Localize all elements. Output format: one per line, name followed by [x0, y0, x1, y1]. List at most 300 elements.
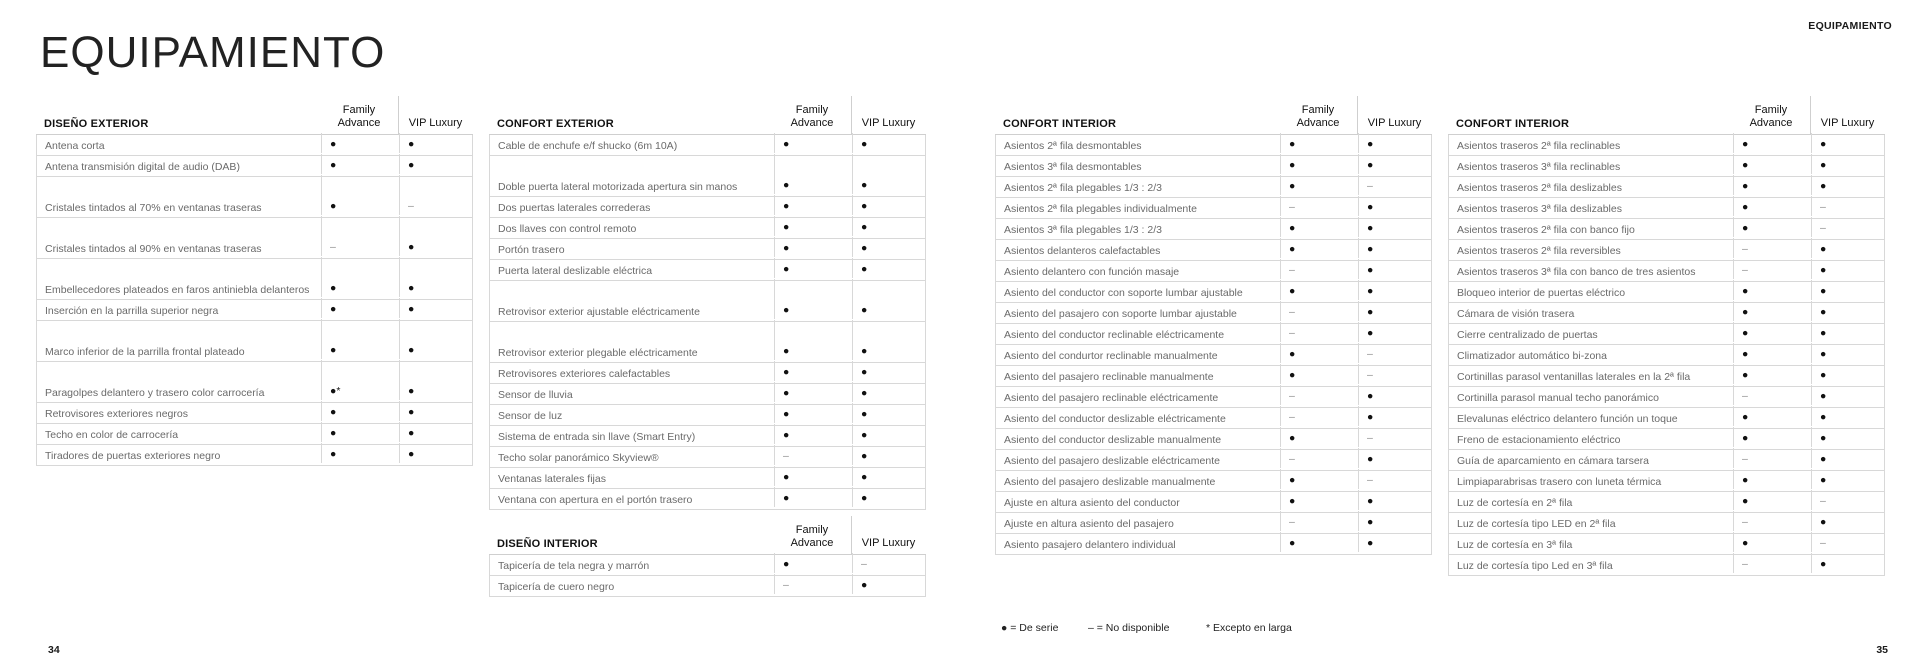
row-label: Asiento del conductor reclinable eléctricamente	[1004, 329, 1225, 341]
row-label: Retrovisores exteriores negros	[45, 408, 188, 420]
family-advance-cell	[321, 216, 400, 256]
table-row	[1449, 534, 1884, 555]
table-row	[37, 218, 472, 259]
vip-luxury-cell	[1811, 427, 1887, 447]
vip-luxury-cell	[1358, 175, 1434, 195]
family-advance-cell	[321, 360, 400, 400]
column-header-family-advance: Family Advance	[790, 524, 834, 549]
table-row	[1449, 555, 1884, 576]
availability-mark: ●	[1820, 474, 1827, 486]
row-label: Asiento del pasajero deslizable manualmente	[1004, 476, 1216, 488]
row-label: Luz de cortesía tipo LED en 2ª fila	[1457, 518, 1616, 530]
availability-mark: –	[408, 200, 414, 212]
availability-mark: ●	[1742, 369, 1749, 381]
table-row	[37, 177, 472, 218]
availability-mark: ●	[1820, 306, 1827, 318]
row-label: Asientos traseros 3ª fila con banco de tres asientos	[1457, 266, 1696, 278]
availability-mark: ●	[1367, 411, 1374, 423]
row-label: Sensor de lluvia	[498, 389, 573, 401]
availability-mark: ●	[1742, 495, 1749, 507]
column-header-family-advance: Family Advance	[1749, 104, 1793, 129]
table-row	[1449, 366, 1884, 387]
availability-mark: ●	[1820, 138, 1827, 150]
availability-mark: ●	[1742, 180, 1749, 192]
row-label: Asientos 3ª fila plegables 1/3 : 2/3	[1004, 224, 1162, 236]
table-row	[1449, 429, 1884, 450]
availability-mark: –	[1820, 201, 1826, 213]
availability-mark: ●	[408, 385, 415, 397]
family-advance-cell	[1280, 217, 1359, 237]
availability-mark: ●	[408, 427, 415, 439]
vip-luxury-cell	[1358, 301, 1434, 321]
table-row	[490, 384, 925, 405]
availability-mark: ●	[861, 429, 868, 441]
family-advance-cell	[1280, 196, 1359, 216]
availability-mark: ●	[330, 200, 337, 212]
availability-mark: ●	[1367, 222, 1374, 234]
row-label: Ajuste en altura asiento del conductor	[1004, 497, 1180, 509]
page-number-left: 34	[48, 644, 60, 656]
table-row	[996, 408, 1431, 429]
table-row	[1449, 261, 1884, 282]
family-advance-cell	[321, 319, 400, 359]
row-label: Asientos traseros 3ª fila reclinables	[1457, 161, 1621, 173]
availability-mark: ●	[1742, 474, 1749, 486]
table-row	[996, 471, 1431, 492]
vip-luxury-cell	[852, 487, 928, 507]
row-label: Dos llaves con control remoto	[498, 223, 637, 235]
family-advance-cell	[1733, 217, 1812, 237]
availability-mark: –	[1820, 537, 1826, 549]
availability-mark: –	[1289, 390, 1295, 402]
family-advance-cell	[1280, 427, 1359, 447]
row-label: Asientos 2ª fila plegables individualmente	[1004, 203, 1198, 215]
availability-mark: ●	[330, 448, 337, 460]
row-label: Limpiaparabrisas trasero con luneta térmica	[1457, 476, 1662, 488]
family-advance-cell	[1733, 427, 1812, 447]
table-row	[996, 240, 1431, 261]
table-confort-interior-right	[1448, 96, 1885, 576]
availability-mark: ●	[861, 200, 868, 212]
availability-mark: ●	[1289, 159, 1296, 171]
availability-mark: ●	[861, 263, 868, 275]
row-label: Tiradores de puertas exteriores negro	[45, 450, 221, 462]
family-advance-cell	[1733, 385, 1812, 405]
vip-luxury-cell	[1811, 133, 1887, 153]
page-number-right: 35	[1876, 644, 1888, 656]
vip-luxury-cell	[852, 133, 928, 153]
family-advance-cell	[1733, 511, 1812, 531]
availability-mark: –	[1742, 390, 1748, 402]
family-advance-cell	[1733, 175, 1812, 195]
running-head: EQUIPAMIENTO	[1808, 20, 1892, 32]
family-advance-cell	[774, 195, 853, 215]
row-label: Antena corta	[45, 140, 105, 152]
family-advance-cell	[774, 574, 853, 594]
column-header-vip-luxury: VIP Luxury	[861, 117, 916, 129]
availability-mark: ●	[783, 366, 790, 378]
table-body	[1448, 135, 1885, 576]
availability-mark: ●	[861, 471, 868, 483]
availability-mark: ●	[408, 303, 415, 315]
table-row	[490, 576, 925, 597]
vip-luxury-cell	[1811, 448, 1887, 468]
vip-luxury-cell	[1358, 238, 1434, 258]
family-advance-cell	[1280, 532, 1359, 552]
row-label: Cámara de visión trasera	[1457, 308, 1575, 320]
availability-mark: –	[1289, 327, 1295, 339]
availability-mark: ●	[1367, 306, 1374, 318]
family-advance-cell	[1733, 280, 1812, 300]
vip-luxury-cell	[399, 298, 475, 318]
availability-mark: ●	[330, 159, 337, 171]
availability-mark: ●	[1742, 327, 1749, 339]
availability-mark: ●	[1367, 495, 1374, 507]
availability-mark: ●	[1820, 348, 1827, 360]
column-header-vip-luxury: VIP Luxury	[1820, 117, 1875, 129]
vip-luxury-cell	[1811, 364, 1887, 384]
row-label: Cortinillas parasol ventanillas laterales en la 2ª fila	[1457, 371, 1691, 383]
availability-mark: ●	[1820, 243, 1827, 255]
vip-luxury-cell	[399, 154, 475, 174]
table-row	[1449, 387, 1884, 408]
column-header-family-advance: Family Advance	[790, 104, 834, 129]
family-advance-cell	[1733, 532, 1812, 552]
row-label: Sistema de entrada sin llave (Smart Entry)	[498, 431, 696, 443]
table-row	[37, 300, 472, 321]
family-advance-cell	[1280, 364, 1359, 384]
availability-mark: ●	[408, 344, 415, 356]
family-advance-cell	[1733, 490, 1812, 510]
table-row	[490, 135, 925, 156]
availability-mark: ●	[330, 406, 337, 418]
row-label: Retrovisor exterior ajustable eléctricamente	[498, 306, 700, 318]
page-title: EQUIPAMIENTO	[40, 28, 386, 77]
vip-luxury-cell	[1811, 154, 1887, 174]
table-row	[1449, 198, 1884, 219]
column-header-vip-luxury: VIP Luxury	[408, 117, 463, 129]
availability-mark: ●	[330, 344, 337, 356]
vip-luxury-cell	[1811, 322, 1887, 342]
availability-mark: –	[1289, 453, 1295, 465]
table-row	[1449, 408, 1884, 429]
availability-mark: ●	[408, 448, 415, 460]
table-row	[1449, 177, 1884, 198]
vip-luxury-cell	[852, 237, 928, 257]
table-header	[489, 516, 926, 555]
availability-mark: ●	[408, 406, 415, 418]
availability-mark: –	[1742, 558, 1748, 570]
family-advance-cell	[1280, 175, 1359, 195]
row-label: Cierre centralizado de puertas	[1457, 329, 1598, 341]
availability-mark: ●	[1367, 453, 1374, 465]
family-advance-cell	[1280, 406, 1359, 426]
family-advance-cell	[774, 382, 853, 402]
family-advance-cell	[1733, 301, 1812, 321]
table-row	[1449, 324, 1884, 345]
row-label: Asientos 2ª fila plegables 1/3 : 2/3	[1004, 182, 1162, 194]
table-row	[996, 198, 1431, 219]
row-label: Ventana con apertura en el portón trasero	[498, 494, 693, 506]
table-body	[489, 555, 926, 597]
family-advance-cell	[321, 133, 400, 153]
row-label: Luz de cortesía en 2ª fila	[1457, 497, 1573, 509]
vip-luxury-cell	[1811, 490, 1887, 510]
availability-mark: ●	[783, 429, 790, 441]
family-advance-cell	[321, 154, 400, 174]
vip-luxury-cell	[1811, 532, 1887, 552]
table-row	[996, 219, 1431, 240]
availability-mark: ●	[861, 242, 868, 254]
availability-mark: ●	[408, 282, 415, 294]
family-advance-cell	[1280, 238, 1359, 258]
vip-luxury-cell	[1358, 427, 1434, 447]
row-label: Asiento del condurtor reclinable manualmente	[1004, 350, 1218, 362]
family-advance-cell	[321, 298, 400, 318]
table-row	[1449, 282, 1884, 303]
family-advance-cell	[1280, 133, 1359, 153]
availability-mark: ●	[1367, 159, 1374, 171]
table-row	[37, 321, 472, 362]
availability-mark: ●	[1742, 201, 1749, 213]
availability-mark: –	[861, 558, 867, 570]
availability-mark: ●	[783, 492, 790, 504]
column-header-vip-luxury: VIP Luxury	[861, 537, 916, 549]
family-advance-cell	[1280, 385, 1359, 405]
availability-mark: –	[1367, 348, 1373, 360]
table-title: DISEÑO INTERIOR	[497, 538, 598, 550]
table-header	[36, 96, 473, 135]
vip-luxury-cell	[1358, 154, 1434, 174]
row-label: Asiento del pasajero reclinable manualmente	[1004, 371, 1214, 383]
family-advance-cell	[1733, 406, 1812, 426]
table-row	[996, 324, 1431, 345]
availability-mark: –	[1820, 495, 1826, 507]
table-row	[996, 177, 1431, 198]
table-header	[995, 96, 1432, 135]
row-label: Retrovisor exterior plegable eléctricamente	[498, 347, 698, 359]
table-row	[996, 387, 1431, 408]
vip-luxury-cell	[399, 175, 475, 215]
table-row	[490, 218, 925, 239]
row-label: Asientos traseros 2ª fila con banco fijo	[1457, 224, 1635, 236]
table-row	[37, 424, 472, 445]
availability-mark: –	[330, 241, 336, 253]
vip-luxury-cell	[1358, 196, 1434, 216]
table-row	[490, 322, 925, 363]
row-label: Bloqueo interior de puertas eléctrico	[1457, 287, 1626, 299]
availability-mark: ●	[1289, 180, 1296, 192]
availability-mark: ●	[1367, 327, 1374, 339]
family-advance-cell	[1280, 511, 1359, 531]
table-row	[996, 303, 1431, 324]
family-advance-cell	[774, 258, 853, 278]
vip-luxury-cell	[852, 195, 928, 215]
row-label: Asiento del pasajero reclinable eléctricamente	[1004, 392, 1219, 404]
availability-mark: ●	[1289, 243, 1296, 255]
row-label: Asiento del conductor con soporte lumbar ajustable	[1004, 287, 1243, 299]
row-label: Paragolpes delantero y trasero color carrocería	[45, 387, 265, 399]
table-row	[996, 261, 1431, 282]
legend-standard: ● = De serie	[1001, 622, 1059, 634]
availability-mark: –	[1742, 264, 1748, 276]
table-row	[1449, 471, 1884, 492]
vip-luxury-cell	[1358, 469, 1434, 489]
availability-mark: ●*	[330, 385, 341, 397]
family-advance-cell	[321, 422, 400, 442]
row-label: Cable de enchufe e/f shucko (6m 10A)	[498, 140, 678, 152]
table-row	[37, 362, 472, 403]
column-header-family-advance: Family Advance	[1296, 104, 1340, 129]
availability-mark: ●	[783, 179, 790, 191]
availability-mark: ●	[1367, 264, 1374, 276]
availability-mark: ●	[1820, 369, 1827, 381]
vip-luxury-cell	[399, 319, 475, 359]
availability-mark: ●	[1289, 138, 1296, 150]
availability-mark: ●	[330, 282, 337, 294]
table-title: CONFORT INTERIOR	[1003, 118, 1117, 130]
row-label: Embellecedores plateados en faros antiniebla delanteros	[45, 284, 310, 296]
family-advance-cell	[774, 279, 853, 319]
family-advance-cell	[1733, 553, 1812, 573]
vip-luxury-cell	[1358, 343, 1434, 363]
table-row	[490, 489, 925, 510]
availability-mark: –	[1367, 369, 1373, 381]
availability-mark: –	[1289, 516, 1295, 528]
availability-mark: ●	[408, 241, 415, 253]
table-body	[36, 135, 473, 466]
family-advance-cell	[1733, 469, 1812, 489]
availability-mark: ●	[861, 579, 868, 591]
row-label: Ventanas laterales fijas	[498, 473, 606, 485]
row-label: Sensor de luz	[498, 410, 563, 422]
vip-luxury-cell	[852, 279, 928, 319]
availability-mark: –	[783, 450, 789, 462]
vip-luxury-cell	[852, 574, 928, 594]
table-row	[1449, 303, 1884, 324]
family-advance-cell	[774, 237, 853, 257]
table-confort-exterior	[489, 96, 926, 510]
family-advance-cell	[774, 403, 853, 423]
availability-mark: ●	[1742, 348, 1749, 360]
row-label: Techo en color de carrocería	[45, 429, 179, 441]
availability-mark: ●	[783, 387, 790, 399]
availability-mark: ●	[1742, 138, 1749, 150]
availability-mark: ●	[1367, 285, 1374, 297]
availability-mark: ●	[783, 471, 790, 483]
family-advance-cell	[1733, 259, 1812, 279]
table-row	[490, 260, 925, 281]
vip-luxury-cell	[1811, 553, 1887, 573]
family-advance-cell	[1280, 322, 1359, 342]
availability-mark: ●	[1820, 516, 1827, 528]
family-advance-cell	[774, 466, 853, 486]
table-row	[490, 555, 925, 576]
row-label: Guía de aparcamiento en cámara tarsera	[1457, 455, 1650, 467]
row-label: Asientos traseros 2ª fila reversibles	[1457, 245, 1621, 257]
availability-mark: –	[783, 579, 789, 591]
table-row	[37, 135, 472, 156]
vip-luxury-cell	[852, 154, 928, 194]
availability-mark: ●	[1820, 159, 1827, 171]
vip-luxury-cell	[852, 466, 928, 486]
table-body	[995, 135, 1432, 555]
availability-mark: ●	[1742, 432, 1749, 444]
row-label: Asiento del conductor deslizable manualmente	[1004, 434, 1222, 446]
row-label: Asiento pasajero delantero individual	[1004, 539, 1176, 551]
row-label: Doble puerta lateral motorizada apertura sin manos	[498, 181, 738, 193]
table-body	[489, 135, 926, 510]
row-label: Inserción en la parrilla superior negra	[45, 305, 219, 317]
availability-mark: –	[1742, 516, 1748, 528]
availability-mark: ●	[783, 200, 790, 212]
availability-mark: ●	[1289, 285, 1296, 297]
row-label: Asientos 2ª fila desmontables	[1004, 140, 1142, 152]
availability-mark: –	[1289, 264, 1295, 276]
vip-luxury-cell	[1811, 259, 1887, 279]
table-row	[490, 156, 925, 197]
row-label: Elevalunas eléctrico delantero función un toque	[1457, 413, 1678, 425]
availability-mark: ●	[1289, 348, 1296, 360]
vip-luxury-cell	[1358, 217, 1434, 237]
family-advance-cell	[774, 216, 853, 236]
availability-mark: –	[1820, 222, 1826, 234]
availability-mark: –	[1742, 243, 1748, 255]
availability-mark: ●	[1289, 474, 1296, 486]
table-row	[490, 197, 925, 218]
vip-luxury-cell	[1358, 448, 1434, 468]
vip-luxury-cell	[399, 422, 475, 442]
row-label: Asientos traseros 2ª fila deslizables	[1457, 182, 1622, 194]
family-advance-cell	[774, 445, 853, 465]
table-header	[1448, 96, 1885, 135]
availability-mark: ●	[1367, 537, 1374, 549]
availability-mark: ●	[783, 138, 790, 150]
row-label: Tapicería de tela negra y marrón	[498, 560, 650, 572]
family-advance-cell	[1733, 133, 1812, 153]
vip-luxury-cell	[1811, 343, 1887, 363]
family-advance-cell	[774, 133, 853, 153]
table-row	[996, 366, 1431, 387]
table-row	[996, 534, 1431, 555]
availability-mark: ●	[861, 492, 868, 504]
availability-mark: ●	[1820, 453, 1827, 465]
table-row	[1449, 450, 1884, 471]
legend-unavailable: – = No disponible	[1088, 622, 1170, 634]
availability-mark: ●	[330, 303, 337, 315]
row-label: Retrovisores exteriores calefactables	[498, 368, 671, 380]
vip-luxury-cell	[399, 257, 475, 297]
vip-luxury-cell	[1358, 280, 1434, 300]
availability-mark: ●	[861, 366, 868, 378]
vip-luxury-cell	[1358, 511, 1434, 531]
availability-mark: ●	[1820, 432, 1827, 444]
table-title: CONFORT EXTERIOR	[497, 118, 614, 130]
vip-luxury-cell	[399, 216, 475, 256]
vip-luxury-cell	[852, 553, 928, 573]
availability-mark: –	[1367, 180, 1373, 192]
row-label: Techo solar panorámico Skyview®	[498, 452, 659, 464]
availability-mark: ●	[330, 427, 337, 439]
vip-luxury-cell	[852, 216, 928, 236]
availability-mark: ●	[1820, 327, 1827, 339]
table-row	[1449, 240, 1884, 261]
availability-mark: ●	[861, 387, 868, 399]
availability-mark: ●	[1289, 432, 1296, 444]
table-row	[490, 239, 925, 260]
row-label: Tapicería de cuero negro	[498, 581, 615, 593]
row-label: Antena transmisión digital de audio (DAB)	[45, 161, 240, 173]
